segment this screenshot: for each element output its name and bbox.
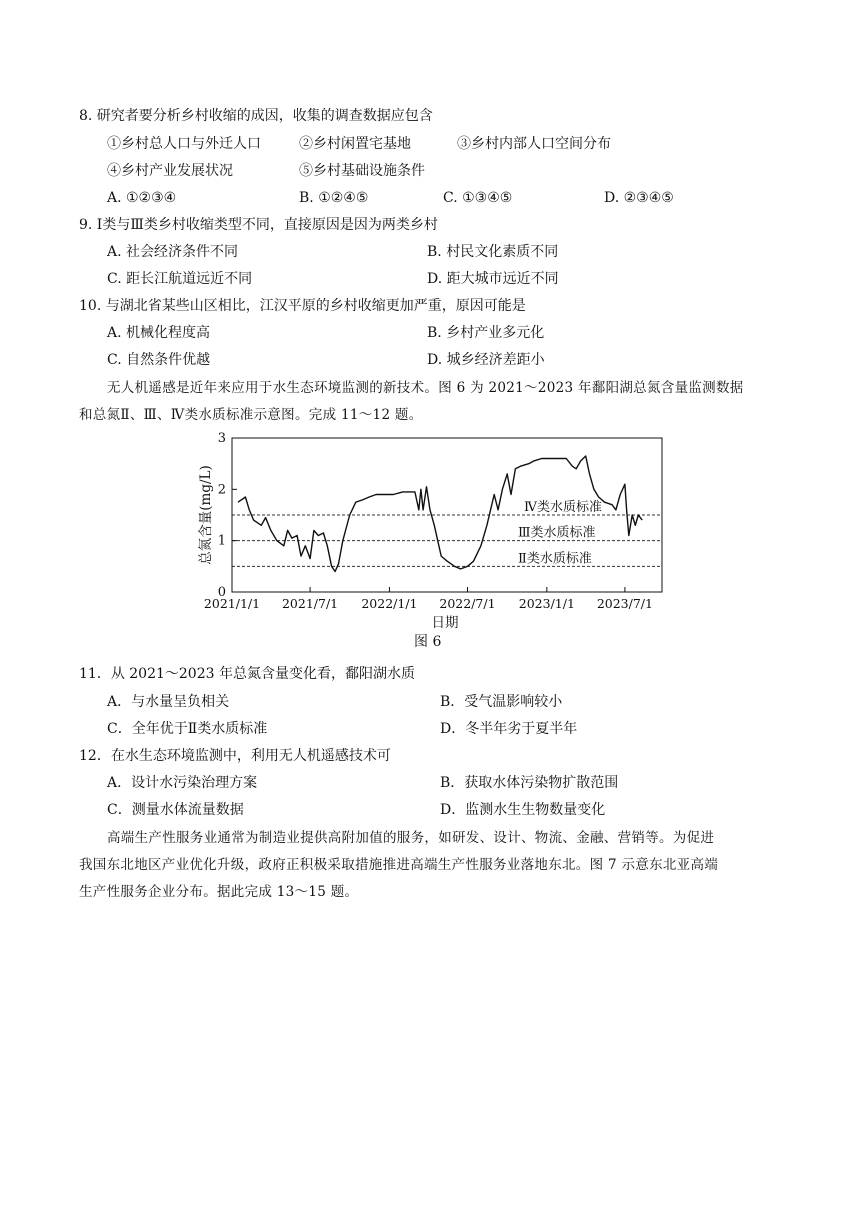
q8-item-3: ③乡村内部人口空间分布 — [457, 136, 611, 152]
reference-line-label: Ⅲ类水质标准 — [518, 525, 596, 541]
q10-option-d: D. 城乡经济差距小 — [427, 352, 545, 368]
q8-option-a: A. ①②③④ — [107, 190, 177, 206]
intro-11-12-line-1: 无人机遥感是近年来应用于水生态环境监测的新技术。图 6 为 2021～2023 年鄱阳湖总氮含量监测数据 — [107, 380, 744, 396]
q8-item-1: ①乡村总人口与外迁人口 — [107, 136, 261, 152]
q9-option-a: A. 社会经济条件不同 — [107, 244, 239, 260]
reference-line-label: Ⅱ类水质标准 — [518, 551, 592, 567]
y-tick-label: 2 — [217, 482, 226, 498]
question-9-stem: 9. Ⅰ类与Ⅲ类乡村收缩类型不同，直接原因是因为两类乡村 — [79, 217, 438, 233]
question-11-stem: 11．从 2021～2023 年总氮含量变化看，鄱阳湖水质 — [79, 666, 415, 682]
y-tick-label: 1 — [217, 533, 226, 549]
intro-11-12-line-2: 和总氮Ⅱ、Ⅲ、Ⅳ类水质标准示意图。完成 11～12 题。 — [79, 407, 423, 423]
question-8-stem: 8. 研究者要分析乡村收缩的成因，收集的调查数据应包含 — [79, 108, 433, 124]
q11-option-b: B．受气温影响较小 — [440, 694, 563, 710]
q12-option-b: B．获取水体污染物扩散范围 — [440, 775, 619, 791]
q10-option-c: C. 自然条件优越 — [107, 352, 211, 368]
q8-option-c: C. ①③④⑤ — [443, 190, 513, 206]
intro-13-15-line-1: 高端生产性服务业通常为制造业提供高附加值的服务，如研发、设计、物流、金融、营销等。为促进 — [107, 830, 715, 846]
q9-option-c: C. 距长江航道远近不同 — [107, 271, 253, 287]
q8-option-b: B. ①②④⑤ — [299, 190, 369, 206]
q10-option-b: B. 乡村产业多元化 — [427, 325, 545, 341]
x-tick-label: 2022/7/1 — [439, 596, 496, 611]
intro-13-15-line-2: 我国东北地区产业优化升级，政府正积极采取措施推进高端生产性服务业落地东北。图 7 示意东北亚高端 — [79, 857, 719, 873]
q8-item-4: ④乡村产业发展状况 — [107, 163, 233, 179]
y-tick-label: 0 — [217, 585, 226, 600]
q10-option-a: A. 机械化程度高 — [107, 325, 211, 341]
q8-item-5: ⑤乡村基础设施条件 — [299, 163, 425, 179]
q9-option-d: D. 距大城市远近不同 — [427, 271, 559, 287]
x-tick-label: 2021/7/1 — [281, 596, 339, 611]
q11-option-a: A．与水量呈负相关 — [107, 694, 230, 710]
x-tick-label: 2023/1/1 — [518, 596, 575, 611]
q12-option-d: D．监测水生生物数量变化 — [440, 802, 606, 818]
q12-option-a: A．设计水污染治理方案 — [107, 775, 258, 791]
question-10-stem: 10. 与湖北省某些山区相比，江汉平原的乡村收缩更加严重，原因可能是 — [79, 298, 526, 314]
x-tick-label: 2021/1/1 — [203, 596, 261, 611]
q9-option-b: B. 村民文化素质不同 — [427, 244, 559, 260]
intro-13-15-line-3: 生产性服务企业分布。据此完成 13～15 题。 — [79, 884, 359, 900]
q11-option-d: D．冬半年劣于夏半年 — [440, 721, 578, 737]
question-12-stem: 12．在水生态环境监测中，利用无人机遥感技术可 — [79, 748, 391, 764]
figure-6-caption: 图 6 — [414, 634, 442, 650]
x-tick-label: 2022/1/1 — [361, 596, 418, 611]
reference-line-label: Ⅳ类水质标准 — [524, 500, 602, 515]
y-tick-label: 3 — [217, 431, 226, 446]
y-axis-label: 总氮含量(mg/L) — [198, 465, 214, 565]
figure-6-line-chart — [196, 430, 666, 630]
x-axis-label: 日期 — [431, 615, 459, 630]
q11-option-c: C．全年优于Ⅱ类水质标准 — [107, 721, 268, 737]
q12-option-c: C．测量水体流量数据 — [107, 802, 244, 818]
q8-item-2: ②乡村闲置宅基地 — [299, 136, 411, 152]
x-tick-label: 2023/7/1 — [596, 596, 653, 611]
q8-option-d: D. ②③④⑤ — [604, 190, 674, 206]
